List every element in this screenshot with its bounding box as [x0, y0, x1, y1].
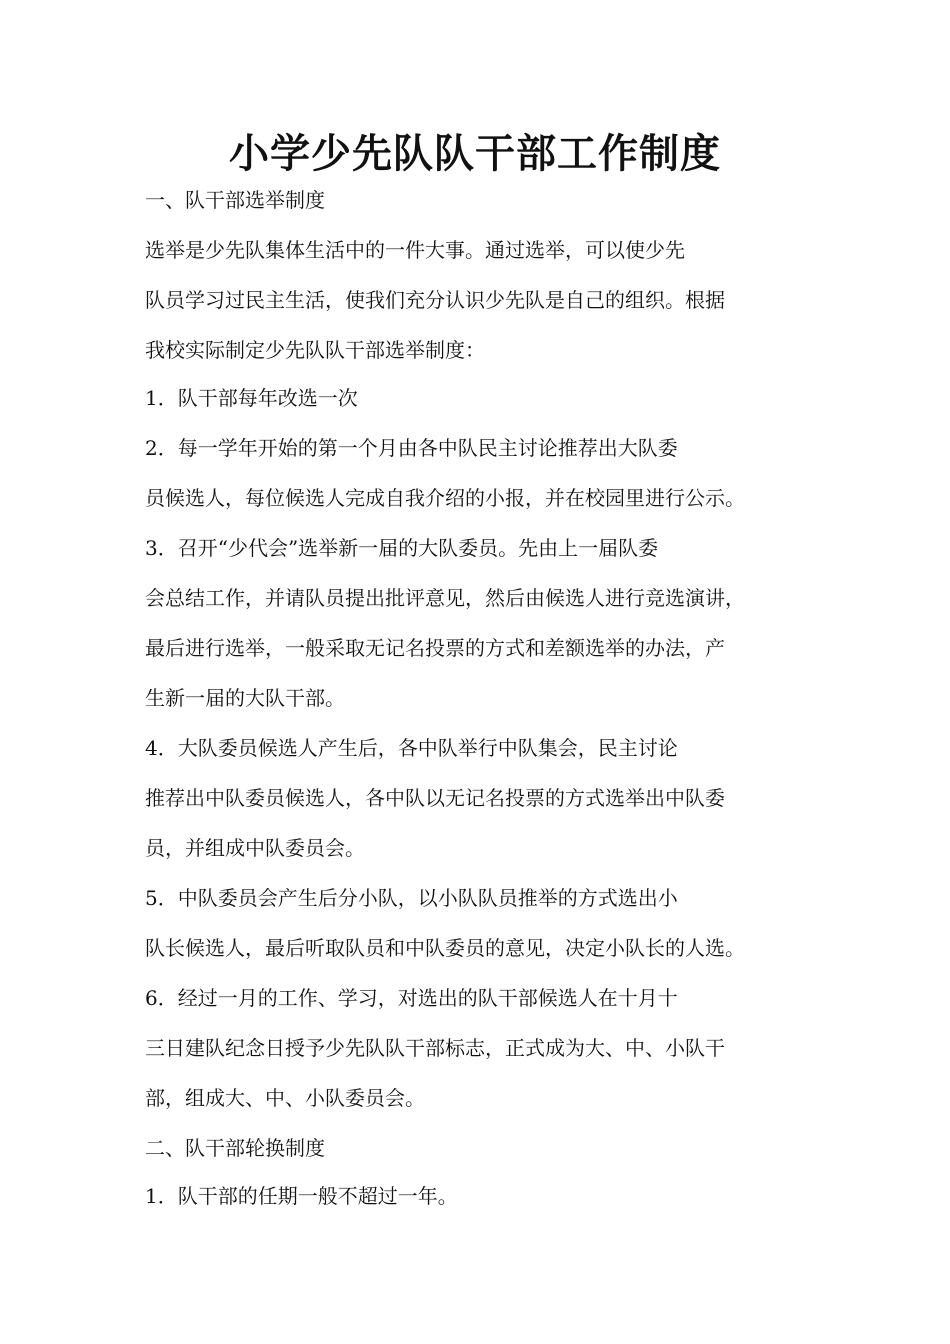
paragraph-line: 推荐出中队委员候选人，各中队以无记名投票的方式选举出中队委: [145, 786, 725, 810]
paragraph-line: 会总结工作，并请队员提出批评意见，然后由候选人进行竞选演讲，: [145, 586, 745, 610]
list-item: 6．经过一月的工作、学习，对选出的队干部候选人在十月十: [145, 986, 678, 1010]
list-item: 5．中队委员会产生后分小队，以小队队员推举的方式选出小: [145, 886, 678, 910]
list-item: 4．大队委员候选人产生后，各中队举行中队集会，民主讨论: [145, 736, 678, 760]
paragraph-line: 员，并组成中队委员会。: [145, 836, 365, 860]
paragraph-line: 选举是少先队集体生活中的一件大事。通过选举，可以使少先: [145, 238, 685, 262]
section-heading: 一、队干部选举制度: [145, 188, 325, 212]
paragraph-line: 最后进行选举，一般采取无记名投票的方式和差额选举的办法，产: [145, 636, 725, 660]
paragraph-line: 员候选人，每位候选人完成自我介绍的小报，并在校园里进行公示。: [145, 486, 745, 510]
paragraph-line: 队长候选人，最后听取队员和中队委员的意见，决定小队长的人选。: [145, 936, 745, 960]
paragraph-line: 部，组成大、中、小队委员会。: [145, 1086, 425, 1110]
paragraph-line: 我校实际制定少先队队干部选举制度：: [145, 338, 485, 362]
paragraph-line: 生新一届的大队干部。: [145, 686, 345, 710]
paragraph-line: 三日建队纪念日授予少先队队干部标志，正式成为大、中、小队干: [145, 1036, 725, 1060]
list-item: 1．队干部每年改选一次: [145, 386, 358, 410]
list-item: 3．召开“少代会”选举新一届的大队委员。先由上一届队委: [145, 536, 659, 560]
list-item: 1．队干部的任期一般不超过一年。: [145, 1184, 458, 1208]
section-heading: 二、队干部轮换制度: [145, 1136, 325, 1160]
document-title: 小学少先队队干部工作制度: [229, 131, 721, 177]
list-item: 2．每一学年开始的第一个月由各中队民主讨论推荐出大队委: [145, 436, 678, 460]
paragraph-line: 队员学习过民主生活，使我们充分认识少先队是自己的组织。根据: [145, 288, 725, 312]
